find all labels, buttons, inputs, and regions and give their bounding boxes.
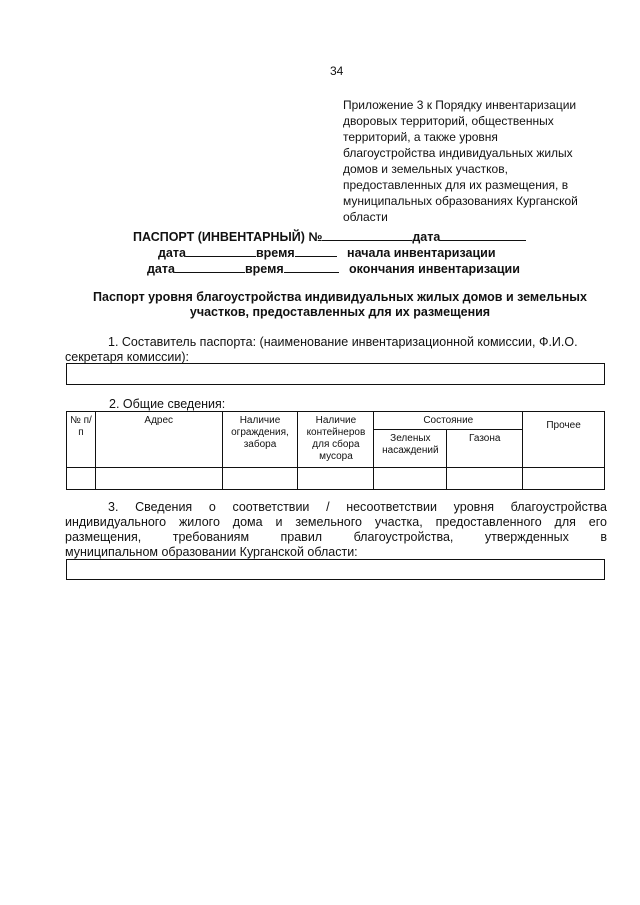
section-3-line: размещения, требованиям правил благоустройства, утвержденных в: [65, 530, 607, 544]
col-num-header: № п/п: [67, 412, 96, 468]
col-state-header: Состояние: [374, 412, 523, 430]
appendix-line: муниципальных образованиях Курганской: [343, 194, 578, 208]
section-3-text: [65, 500, 607, 560]
appendix-line: предоставленных для их размещения, в: [343, 178, 569, 192]
page-number: 34: [330, 64, 344, 78]
passport-number-blank[interactable]: [322, 229, 412, 241]
date-label: дата: [412, 230, 441, 244]
appendix-line: территорий, а также уровня: [343, 130, 498, 144]
col-containers-header: Наличие контейнеров для сбора мусора: [298, 412, 374, 468]
section-1-text: [65, 335, 608, 365]
appendix-note: [343, 97, 605, 225]
compliance-field[interactable]: [66, 559, 605, 580]
section-1-line: 1. Составитель паспорта: (наименование инвентаризационной комиссии, Ф.И.О.: [108, 335, 578, 349]
end-label: окончания инвентаризации: [349, 262, 520, 276]
compiler-field[interactable]: [66, 363, 605, 385]
appendix-line: области: [343, 210, 388, 224]
start-time-blank[interactable]: [295, 245, 337, 257]
appendix-line: благоустройства индивидуальных жилых: [343, 146, 573, 160]
section-3-line: индивидуального жилого дома и земельного участка, предоставленного для его: [65, 515, 607, 529]
end-date-blank[interactable]: [175, 261, 245, 273]
title-line: Паспорт уровня благоустройства индивидуальных жилых домов и земельных: [93, 290, 587, 304]
section-3-line: муниципальном образовании Курганской области:: [65, 545, 358, 559]
table-cell[interactable]: [95, 468, 222, 490]
time-label: время: [255, 246, 295, 260]
start-label: начала инвентаризации: [347, 246, 496, 260]
title-line: участков, предоставленных для их размещения: [189, 305, 491, 319]
appendix-line: Приложение 3 к Порядку инвентаризации: [343, 98, 577, 112]
section-3-line: 3. Сведения о соответствии / несоответствии уровня благоустройства: [108, 500, 607, 514]
passport-date-blank[interactable]: [440, 229, 526, 241]
start-date-blank[interactable]: [186, 245, 256, 257]
table-cell[interactable]: [67, 468, 96, 490]
table-row: [67, 468, 605, 490]
col-other-header: Прочее: [523, 412, 605, 468]
end-datetime-line: [147, 261, 520, 276]
col-fence-header: Наличие ограждения, забора: [222, 412, 298, 468]
start-datetime-line: [158, 245, 496, 260]
table-cell[interactable]: [222, 468, 298, 490]
general-info-table: [66, 411, 605, 490]
date-label: дата: [147, 262, 175, 276]
end-time-blank[interactable]: [284, 261, 339, 273]
passport-number-line: [133, 229, 526, 244]
col-green-header: Зеленых насаждений: [374, 430, 447, 468]
table-cell[interactable]: [523, 468, 605, 490]
document-title: [70, 290, 610, 320]
table-cell[interactable]: [447, 468, 523, 490]
appendix-line: дворовых территорий, общественных: [343, 114, 554, 128]
date-label: дата: [158, 246, 186, 260]
section-2-heading: 2. Общие сведения:: [109, 397, 226, 411]
time-label: время: [244, 262, 284, 276]
section-1-line: секретаря комиссии):: [65, 350, 189, 364]
passport-label: ПАСПОРТ (ИНВЕНТАРНЫЙ) №: [133, 230, 323, 244]
col-address-header: Адрес: [95, 412, 222, 468]
appendix-line: домов и земельных участков,: [343, 162, 508, 176]
table-cell[interactable]: [298, 468, 374, 490]
col-lawn-header: Газона: [447, 430, 523, 468]
table-cell[interactable]: [374, 468, 447, 490]
